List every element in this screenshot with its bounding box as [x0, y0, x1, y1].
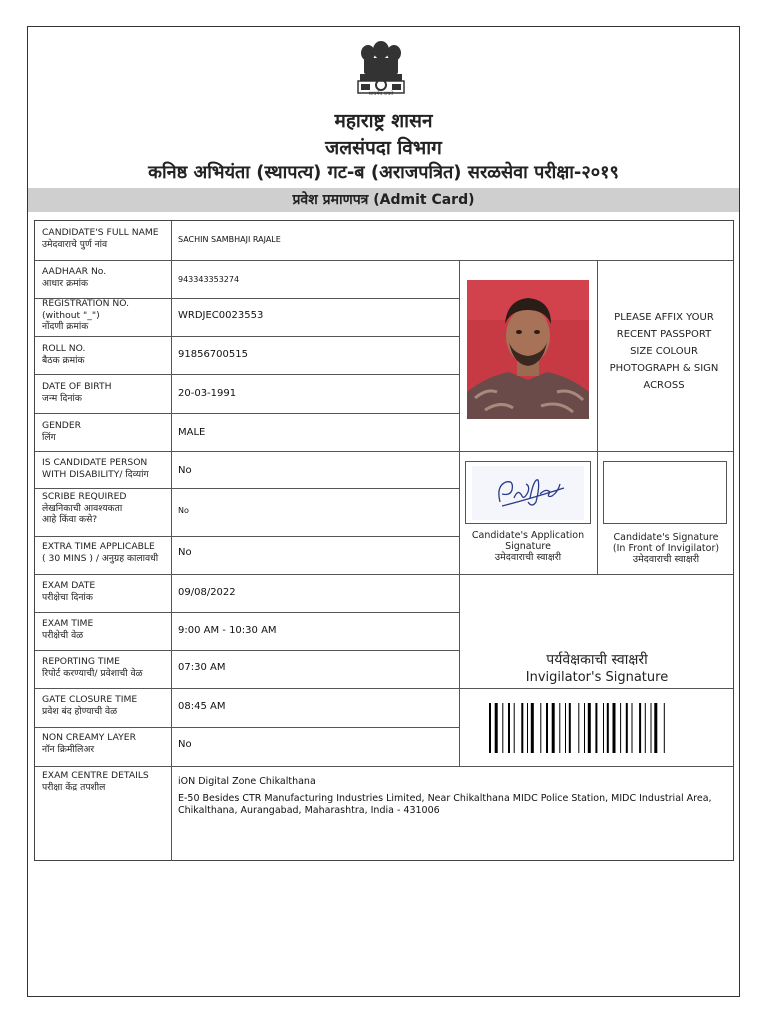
admit-card-table: [34, 220, 734, 861]
value-disability: No: [178, 465, 192, 476]
value-roll-no: 91856700515: [178, 349, 248, 360]
label-non-creamy: NON CREAMY LAYER नॉन क्रिमीलिअर: [42, 732, 136, 755]
label-extra-time: EXTRA TIME APPLICABLE ( 30 MINS ) / अनुग्रह कालावधी: [42, 541, 159, 564]
value-gate-closure: 08:45 AM: [178, 701, 226, 712]
value-scribe: No: [178, 506, 189, 515]
label-gender: GENDER लिंग: [42, 420, 82, 443]
row-divider: [35, 727, 459, 728]
header-department: जलसंपदा विभाग: [325, 137, 442, 159]
label-exam-time: EXAM TIME परीक्षेची वेळ: [42, 618, 94, 641]
application-signature-box: [465, 461, 591, 524]
barcode-bar: [559, 703, 560, 753]
barcode-bar: [588, 703, 591, 753]
barcode-bar: [664, 703, 665, 753]
value-reporting-time: 07:30 AM: [178, 662, 226, 673]
row-divider: [35, 488, 459, 489]
barcode-bar: [632, 703, 633, 753]
row-divider: [35, 574, 733, 575]
barcode-bar: [540, 703, 541, 753]
row-divider: [35, 336, 459, 337]
header-exam-title: कनिष्ठ अभियंता (स्थापत्य) गट-ब (अराजपत्रित) सरळसेवा परीक्षा-२०१९: [148, 162, 619, 183]
value-non-creamy: No: [178, 739, 192, 750]
exam-centre-name: iON Digital Zone Chikalthana: [178, 776, 316, 787]
invigilator-signature-label: Invigilator's Signature: [525, 670, 669, 685]
barcode-bar: [607, 703, 609, 753]
header-government: महाराष्ट्र शासन: [334, 110, 433, 132]
value-registration: WRDJEC0023553: [178, 310, 264, 321]
invigilator-front-signature-box: [603, 461, 727, 524]
barcode-bar: [552, 703, 555, 753]
label-scribe: SCRIBE REQUIRED लेखनिकाची आवश्यकता आहे किंवा कसे?: [42, 491, 127, 525]
barcode-bar: [502, 703, 503, 753]
barcode-bar: [578, 703, 579, 753]
row-divider: [35, 374, 459, 375]
row-divider: [35, 688, 733, 689]
label-full-name: CANDIDATE'S FULL NAME उमेदवाराचे पुर्ण नांव: [42, 227, 159, 250]
barcode-bar: [613, 703, 616, 753]
exam-centre-address: E-50 Besides CTR Manufacturing Industries Limited, Near Chikalthana MIDC Police Station, MIDC Industrial Area, Chikalthana, Aurangabad, Maharashtra, India - 431006: [178, 793, 712, 816]
value-aadhaar: 943343353274: [178, 275, 240, 284]
row-divider: [35, 650, 459, 651]
row-divider: [35, 766, 733, 767]
barcode-bar: [514, 703, 515, 753]
admit-card-title: प्रवेश प्रमाणपत्र (Admit Card): [28, 188, 739, 212]
row-divider: [35, 451, 733, 452]
label-gate-closure: GATE CLOSURE TIME प्रवेश बंद होण्याची वेळ: [42, 694, 138, 717]
front-invigilator-signature-caption: Candidate's Signature (In Front of Invigilator) उमेदवाराची स्वाक्षरी: [612, 532, 720, 565]
barcode-bar: [603, 703, 604, 753]
barcode-bar: [565, 703, 566, 753]
barcode-bar: [495, 703, 498, 753]
barcode-bar: [527, 703, 528, 753]
barcode-bar: [546, 703, 548, 753]
label-roll-no: ROLL NO. बैठक क्रमांक: [42, 343, 86, 366]
value-full-name: SACHIN SAMBHAJI RAJALE: [178, 235, 281, 244]
row-divider: [35, 536, 459, 537]
row-divider: [35, 612, 459, 613]
affix-photo-instruction: PLEASE AFFIX YOUR RECENT PASSPORT SIZE COLOUR PHOTOGRAPH & SIGN ACROSS: [609, 312, 719, 391]
barcode-bar: [489, 703, 491, 753]
label-exam-centre: EXAM CENTRE DETAILS परीक्षा केंद्र तपशील: [42, 770, 149, 793]
barcode-bar: [645, 703, 646, 753]
emblem-caption: सत्यमेव जयते: [368, 91, 394, 97]
col-divider: [459, 260, 460, 767]
label-registration: REGISTRATION NO. (without "_") नोंदणी क्रमांक: [42, 298, 130, 332]
label-exam-date: EXAM DATE परीक्षेचा दिनांक: [42, 580, 96, 603]
candidate-signature-image: [466, 462, 590, 523]
label-reporting-time: REPORTING TIME रिपोर्ट करण्याची/ प्रवेशाची वेळ: [42, 656, 143, 679]
barcode-bar: [508, 703, 510, 753]
value-exam-time: 9:00 AM - 10:30 AM: [178, 625, 277, 636]
row-divider: [35, 260, 733, 261]
candidate-photo: [467, 280, 589, 419]
value-dob: 20-03-1991: [178, 388, 237, 399]
label-dob: DATE OF BIRTH जन्म दिनांक: [42, 381, 112, 404]
application-signature-caption: Candidate's Application Signature उमेदवाराची स्वाक्षरी: [471, 530, 585, 563]
roll-number-barcode: [489, 703, 703, 753]
value-extra-time: No: [178, 547, 192, 558]
barcode-bar: [620, 703, 621, 753]
barcode-bar: [651, 703, 652, 753]
barcode-bar: [569, 703, 571, 753]
barcode-bar: [626, 703, 628, 753]
label-aadhaar: AADHAAR No. आधार क्रमांक: [42, 266, 107, 289]
barcode-bar: [584, 703, 585, 753]
value-exam-date: 09/08/2022: [178, 587, 236, 598]
row-divider: [35, 413, 459, 414]
invigilator-signature-label-mr: पर्यवेक्षकाची स्वाक्षरी: [546, 652, 648, 668]
barcode-bar: [595, 703, 597, 753]
col-divider: [597, 260, 598, 574]
value-gender: MALE: [178, 427, 206, 438]
barcode-bar: [639, 703, 641, 753]
barcode-bar: [521, 703, 523, 753]
barcode-bar: [654, 703, 657, 753]
barcode-bar: [531, 703, 534, 753]
label-disability: IS CANDIDATE PERSON WITH DISABILITY/ दिव्यांग: [42, 457, 149, 480]
